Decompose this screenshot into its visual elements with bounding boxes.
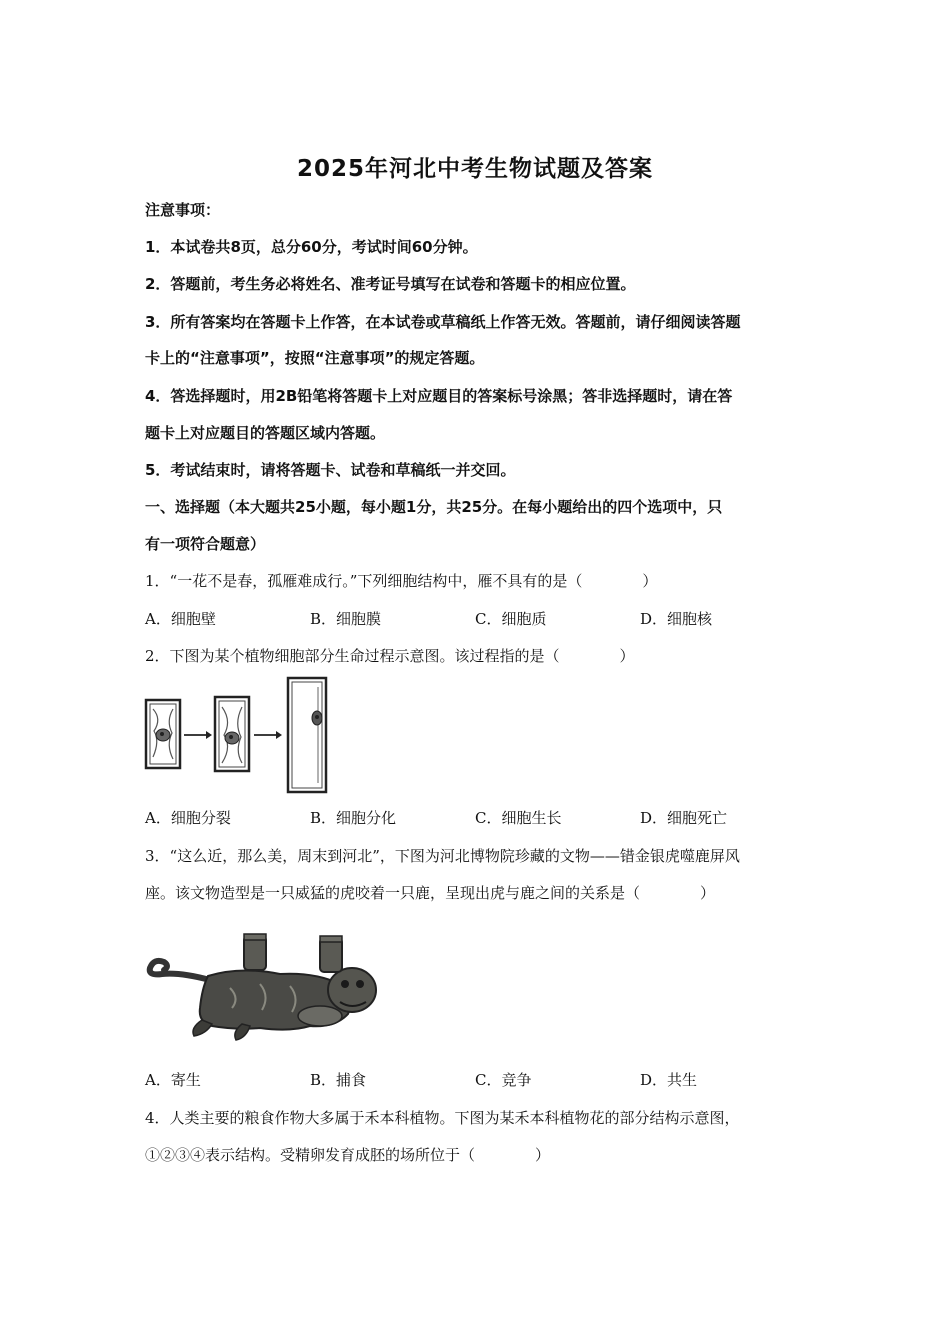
notice-item-2: 2．答题前，考生务必将姓名、准考证号填写在试卷和答题卡的相应位置。 xyxy=(145,275,636,293)
notice-item-3: 3．所有答案均在答题卡上作答，在本试卷或草稿纸上作答无效。答题前，请仔细阅读答题 xyxy=(145,313,741,331)
section-heading: 一、选择题（本大题共25小题，每小题1分，共25分。在每小题给出的四个选项中，只 xyxy=(145,498,723,516)
q3-option-a[interactable]: A．寄生 xyxy=(145,1071,201,1089)
q2-option-d[interactable]: D．细胞死亡 xyxy=(640,809,728,827)
notice-item-1: 1．本试卷共8页，总分60分，考试时间60分钟。 xyxy=(145,238,478,256)
q3-option-c[interactable]: C．竞争 xyxy=(475,1071,532,1089)
cell-stage-3 xyxy=(288,678,326,792)
page-title: 2025年河北中考生物试题及答案 xyxy=(296,156,653,182)
q2-option-b[interactable]: B．细胞分化 xyxy=(310,809,397,827)
question-1-stem: 1．“一花不是春，孤雁难成行。”下列细胞结构中，雁不具有的是（ ） xyxy=(145,572,658,590)
section-heading-cont: 有一项符合题意） xyxy=(145,535,266,553)
q2-option-c[interactable]: C．细胞生长 xyxy=(475,809,562,827)
q1-option-b[interactable]: B．细胞膜 xyxy=(310,610,382,628)
q3-option-b[interactable]: B．捕食 xyxy=(310,1071,367,1089)
q3-option-d[interactable]: D．共生 xyxy=(640,1071,698,1089)
question-3-stem-cont: 座。该文物造型是一只威猛的虎咬着一只鹿，呈现出虎与鹿之间的关系是（ ） xyxy=(145,884,716,902)
q1-option-a[interactable]: A．细胞壁 xyxy=(145,610,216,628)
question-3-stem: 3．“这么近，那么美，周末到河北”，下图为河北博物院珍藏的文物——错金银虎噬鹿屏风 xyxy=(145,847,740,865)
notice-item-3-cont: 卡上的“注意事项”，按照“注意事项”的规定答题。 xyxy=(145,349,485,367)
q1-option-c[interactable]: C．细胞质 xyxy=(475,610,547,628)
notice-item-4-cont: 题卡上对应题目的答题区域内答题。 xyxy=(145,424,386,442)
notice-item-5: 5．考试结束时，请将答题卡、试卷和草稿纸一并交回。 xyxy=(145,461,516,479)
question-4-stem: 4．人类主要的粮食作物大多属于禾本科植物。下图为某禾本科植物花的部分结构示意图， xyxy=(145,1109,740,1127)
notice-item-4: 4．答选择题时，用2B铅笔将答题卡上对应题目的答案标号涂黑；答非选择题时，请在答 xyxy=(145,387,733,405)
question-4-stem-cont: ①②③④表示结构。受精卵发育成胚的场所位于（ ） xyxy=(145,1146,551,1164)
tiger-deer-artifact-image xyxy=(140,928,390,1048)
notice-heading: 注意事项： xyxy=(145,201,221,219)
question-2-stem: 2．下图为某个植物细胞部分生命过程示意图。该过程指的是（ ） xyxy=(145,647,635,665)
plant-cell-process-figure xyxy=(140,675,340,797)
q1-option-d[interactable]: D．细胞核 xyxy=(640,610,713,628)
q2-option-a[interactable]: A．细胞分裂 xyxy=(145,809,231,827)
cell-stage-2 xyxy=(215,697,249,771)
cell-stage-1 xyxy=(146,700,180,768)
